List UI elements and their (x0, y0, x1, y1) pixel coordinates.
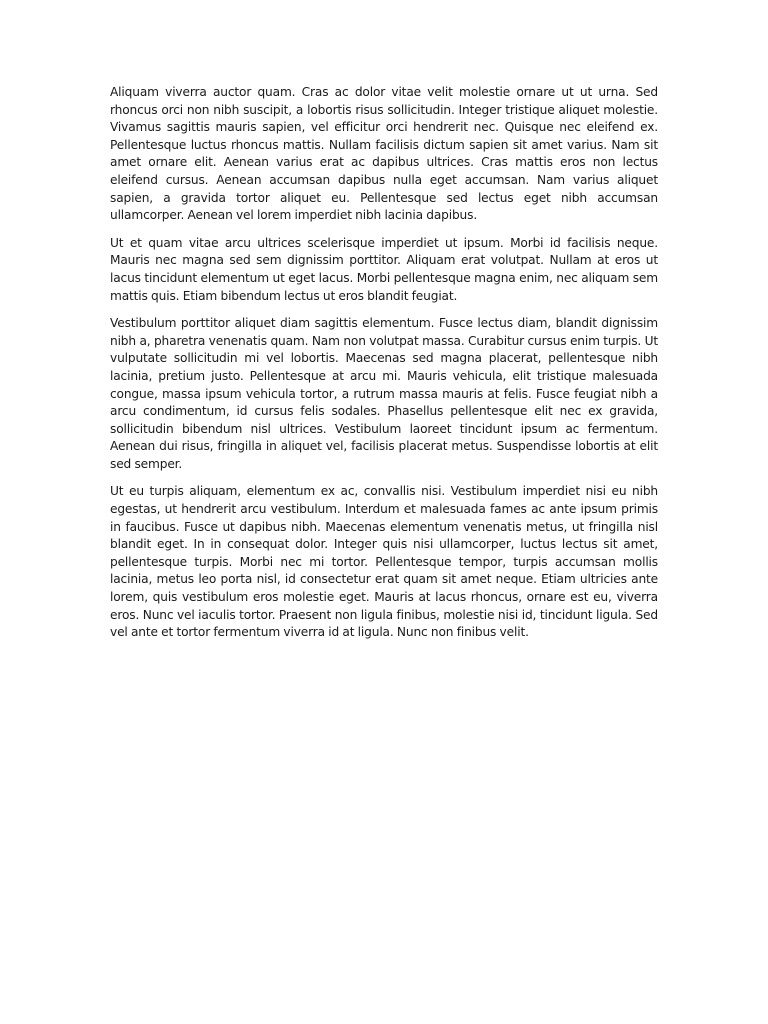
paragraph-2: Ut et quam vitae arcu ultrices scelerisque imperdiet ut ipsum. Morbi id facilisis neque. Mauris nec magna sed sem dignissim porttitor. Aliquam erat volutpat. Nullam at eros ut lacus tincidunt elementum ut eget lacus. Morbi pellentesque magna enim, nec aliquam sem mattis quis. Etiam bibendum lectus ut eros blandit feugiat. (110, 235, 658, 303)
document-body (110, 84, 658, 652)
paragraph-4: Ut eu turpis aliquam, elementum ex ac, convallis nisi. Vestibulum imperdiet nisi eu nibh egestas, ut hendrerit arcu vestibulum. Interdum et malesuada fames ac ante ipsum primis in faucibus. Fusce ut dapibus nibh. Maecenas elementum venenatis metus, ut fringilla nisl blandit eget. In in consequat dolor. Integer quis nisi ullamcorper, luctus lectus sit amet, pellentesque turpis. Morbi nec mi tortor. Pellentesque tempor, turpis accumsan mollis lacinia, metus leo porta nisl, id consectetur erat quam sit amet neque. Etiam ultricies ante lorem, quis vestibulum eros molestie eget. Mauris at lacus rhoncus, ornare est eu, viverra eros. Nunc vel iaculis tortor. Praesent non ligula finibus, molestie nisi id, tincidunt ligula. Sed vel ante et tortor fermentum viverra id at ligula. Nunc non finibus velit. (110, 484, 658, 640)
paragraph-1: Aliquam viverra auctor quam. Cras ac dolor vitae velit molestie ornare ut ut urna. Sed rhoncus orci non nibh suscipit, a lobortis risus sollicitudin. Integer tristique aliquet molestie. Vivamus sagittis mauris sapien, vel efficitur orci hendrerit nec. Quisque nec eleifend ex. Pellentesque luctus rhoncus mattis. Nullam facilisis dictum sapien sit amet varius. Nam sit amet ornare elit. Aenean varius erat ac dapibus ultrices. Cras mattis eros non lectus eleifend cursus. Aenean accumsan dapibus nulla eget accumsan. Nam varius aliquet sapien, a gravida tortor aliquet eu. Pellentesque sed lectus eget nibh accumsan ullamcorper. Aenean vel lorem imperdiet nibh lacinia dapibus. (110, 85, 658, 223)
paragraph-3: Vestibulum porttitor aliquet diam sagittis elementum. Fusce lectus diam, blandit dignissim nibh a, pharetra venenatis quam. Nam non volutpat massa. Curabitur cursus enim turpis. Ut vulputate sollicitudin mi vel lobortis. Maecenas sed magna placerat, pellentesque nibh lacinia, pretium justo. Pellentesque at arcu mi. Mauris vehicula, elit tristique malesuada congue, massa ipsum vehicula tortor, a rutrum massa mauris at felis. Fusce feugiat nibh a arcu condimentum, id cursus felis sodales. Phasellus pellentesque elit nec ex gravida, sollicitudin bibendum nisl ultrices. Vestibulum laoreet tincidunt ipsum ac fermentum. Aenean dui risus, fringilla in aliquet vel, facilisis placerat metus. Suspendisse lobortis at elit sed semper. (110, 316, 658, 471)
